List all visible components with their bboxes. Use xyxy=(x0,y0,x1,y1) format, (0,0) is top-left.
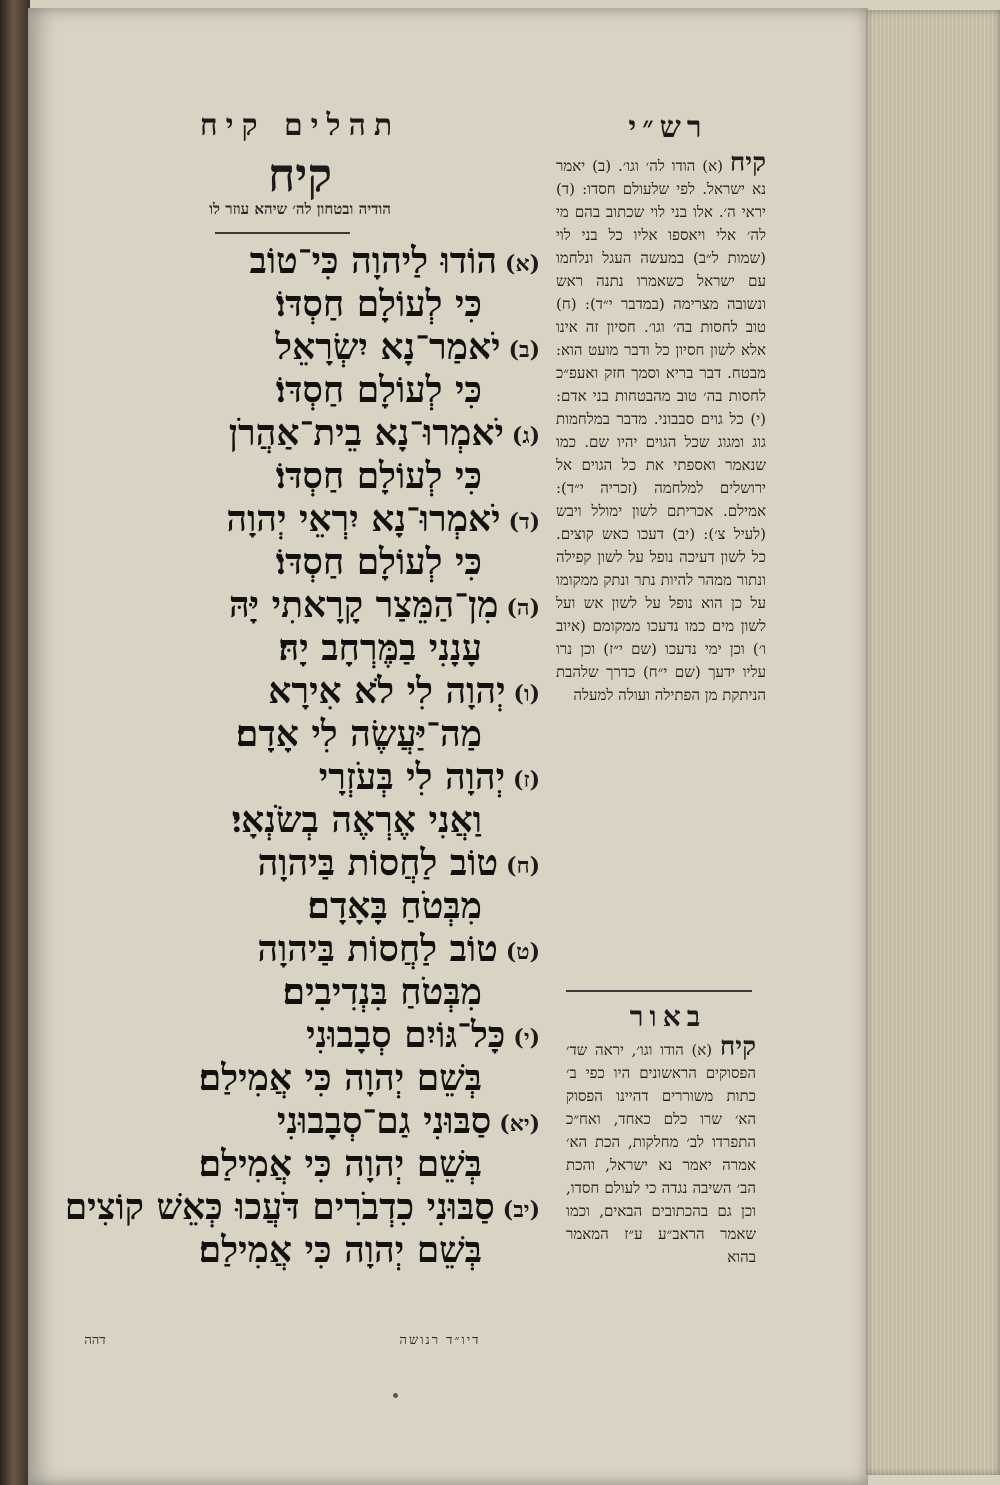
verse-text: יְהוָה לִי בְּעֹזְרָי xyxy=(318,756,506,798)
verse-line xyxy=(160,584,540,627)
verse-number: (יב) xyxy=(502,1196,540,1223)
verse-text: טוֹב לַחֲסוֹת בַּיהוָה xyxy=(257,928,498,970)
verse-text: עָנָנִי בַמֶּרְחָב יָהּ׃ xyxy=(278,627,482,669)
psalm-header: תהלים קיח xyxy=(199,108,401,143)
verse-line xyxy=(160,842,540,885)
verse-line xyxy=(160,498,540,541)
verse-line xyxy=(160,885,540,928)
verse-line xyxy=(160,541,540,584)
verse-line xyxy=(160,455,540,498)
verse-number: (יא) xyxy=(499,1110,540,1137)
verse-text: בְּשֵׁם יְהוָה כִּי אֲמִילַם׃ xyxy=(198,1143,482,1185)
verse-text: כִּי לְעוֹלָם חַסְדּוֹ׃ xyxy=(275,283,482,325)
verse-text: מַה־יַּעֲשֶׂה לִי אָדָם׃ xyxy=(235,713,482,755)
verse-line xyxy=(160,1100,540,1143)
verse-text: כִּי לְעוֹלָם חַסְדּוֹ׃ xyxy=(275,455,482,497)
verse-line xyxy=(160,240,540,283)
rashi-title: רש״י xyxy=(628,110,708,145)
verse-line xyxy=(160,713,540,756)
column-rule xyxy=(566,990,752,992)
footer-signature: דהה xyxy=(84,1333,106,1348)
verse-line xyxy=(160,756,540,799)
verse-number: (ד) xyxy=(508,508,540,535)
verse-line xyxy=(160,1057,540,1100)
header-rule xyxy=(215,232,350,234)
rashi-text: (א) הודו לה׳ וגו׳. (ב) יאמר נא ישראל. לפי שלעולם חסדו: (ד) יראי ה׳. אלו בני לוי שכתוב בהם מי לה׳ אלי ויאספו אליו כל בני לוי (שמות ל״ב) במעשה העגל ונלחמו עם ישראל כשאמרו נתנה ראש ונשובה מצרימה (במדבר י״ד): (ח) טוב לחסות בה׳ וגו׳. חסיון זה אינו אלא לשון חסיון כל ודבר מועט הוא: מבטח. דבר בריא וסמך חזק ואעפ״כ לחסות בה׳ טוב מהבטחות בני אדם: (י) כל גוים סבבוני. מדבר במלחמות גוג ומגוג שכל הגוים יהיו שם. כמו שנאמר ואספתי את כל הגוים אל ירושלים למלחמה (זכריה י״ד): אמילם. אכריתם לשון ימולל ויבש (לעיל צ׳): (יב) דעכו כאש קוצים. כל לשון דעיכה נופל על לשון קפילה ונתור ממהר להיות נתר ונתק ממקומו על כן הוא נופל על לשון אש ועל לשון מים כמו נדעכו ממקומם (איוב ו׳) וכן ימי נדעכו (שם י״ז) וכן נרו עליו ידעך (שם י״ח) כדרך שלהבת הניתקת מן הפתילה ועולה למעלה xyxy=(556,157,766,704)
verse-line xyxy=(160,1014,540,1057)
verse-text: מִבְּטֹחַ בִּנְדִיבִים׃ xyxy=(282,971,482,1013)
book-spine xyxy=(0,0,30,1485)
verse-text: מִן־הַמֵּצַר קָרָאתִי יָּהּ xyxy=(228,584,499,626)
page-edges xyxy=(866,10,1000,1475)
verse-number: (י) xyxy=(513,1024,540,1051)
verse-line xyxy=(160,283,540,326)
verse-number: (א) xyxy=(505,250,540,277)
verse-text: בְּשֵׁם יְהוָה כִּי אֲמִילַם׃ xyxy=(198,1057,482,1099)
verse-text: סַבּוּנִי גַם־סְבָבוּנִי xyxy=(276,1100,492,1142)
biur-text: (א) הודו וגו׳, יראה שד׳ הפסוקים הראשונים היו כפי ב׳ כתות משוררים דהיינו הפסוק הא׳ שרו כלם כאחד, ואח״כ התפרדו לב׳ מחלקות, הכת הא׳ אמרה יאמר נא ישראל, והכת הב׳ השיבה נגדה כי לעולם חסדו, וכן גם בהכתובים הבאים, וכמו שאמר הראב״ע ע״ז המאמר בהוא xyxy=(566,1041,756,1266)
rashi-commentary xyxy=(556,148,766,707)
rashi-lead: קיח xyxy=(729,148,766,178)
verse-text: יְהוָה לִי לֹא אִירָא xyxy=(268,670,506,712)
verse-line xyxy=(160,326,540,369)
verse-text: כִּי לְעוֹלָם חַסְדּוֹ׃ xyxy=(275,541,482,583)
psalm-verses xyxy=(64,240,540,1272)
verse-line xyxy=(160,412,540,455)
verse-number: (ט) xyxy=(505,938,540,965)
footer-printer: דיו״ד רנושה xyxy=(399,1333,481,1348)
paper-speck xyxy=(393,1393,398,1398)
verse-line xyxy=(160,670,540,713)
verse-number: (ה) xyxy=(506,594,540,621)
verse-line xyxy=(160,369,540,412)
verse-text: מִבְּטֹחַ בָּאָדָם׃ xyxy=(307,885,482,927)
verse-text: יֹאמְרוּ־נָא יִרְאֵי יְהוָה xyxy=(226,498,501,540)
verse-number: (ב) xyxy=(508,336,540,363)
verse-line xyxy=(160,627,540,670)
biur-title: באור xyxy=(629,1000,707,1033)
verse-line xyxy=(64,1186,540,1229)
psalm-number: קיח xyxy=(268,148,332,202)
verse-number: (ח) xyxy=(506,852,540,879)
verse-line xyxy=(160,928,540,971)
verse-text: וַאֲנִי אֶרְאֶה בְשֹׂנְאָי׃ xyxy=(231,799,482,841)
biur-commentary xyxy=(566,1032,756,1269)
verse-number: (ג) xyxy=(511,422,540,449)
verse-line xyxy=(160,1229,540,1272)
verse-text: הוֹדוּ לַיהוָה כִּי־טוֹב xyxy=(249,240,498,282)
verse-text: טוֹב לַחֲסוֹת בַּיהוָה xyxy=(257,842,499,884)
verse-text: יֹאמַר־נָא יִשְׂרָאֵל xyxy=(275,326,501,368)
psalm-subtitle: הודיה ובטחון לה׳ שיהא עוזר לו xyxy=(209,200,391,218)
verse-text: כָּל־גּוֹיִם סְבָבוּנִי xyxy=(306,1014,506,1056)
verse-text: סַבּוּנִי כִדְבֹרִים דֹּעֲכוּ כְּאֵשׁ קוֹצִים xyxy=(64,1186,495,1228)
verse-text: יֹאמְרוּ־נָא בֵית־אַהֲרֹן xyxy=(228,412,504,454)
verse-text: כִּי לְעוֹלָם חַסְדּוֹ׃ xyxy=(275,369,482,411)
verse-line xyxy=(160,799,540,842)
verse-text: בְּשֵׁם יְהוָה כִּי אֲמִילַם׃ xyxy=(198,1229,482,1271)
verse-line xyxy=(160,971,540,1014)
verse-number: (ו) xyxy=(513,680,540,707)
biur-lead: קיח xyxy=(719,1032,756,1062)
verse-line xyxy=(160,1143,540,1186)
verse-number: (ז) xyxy=(513,766,540,793)
